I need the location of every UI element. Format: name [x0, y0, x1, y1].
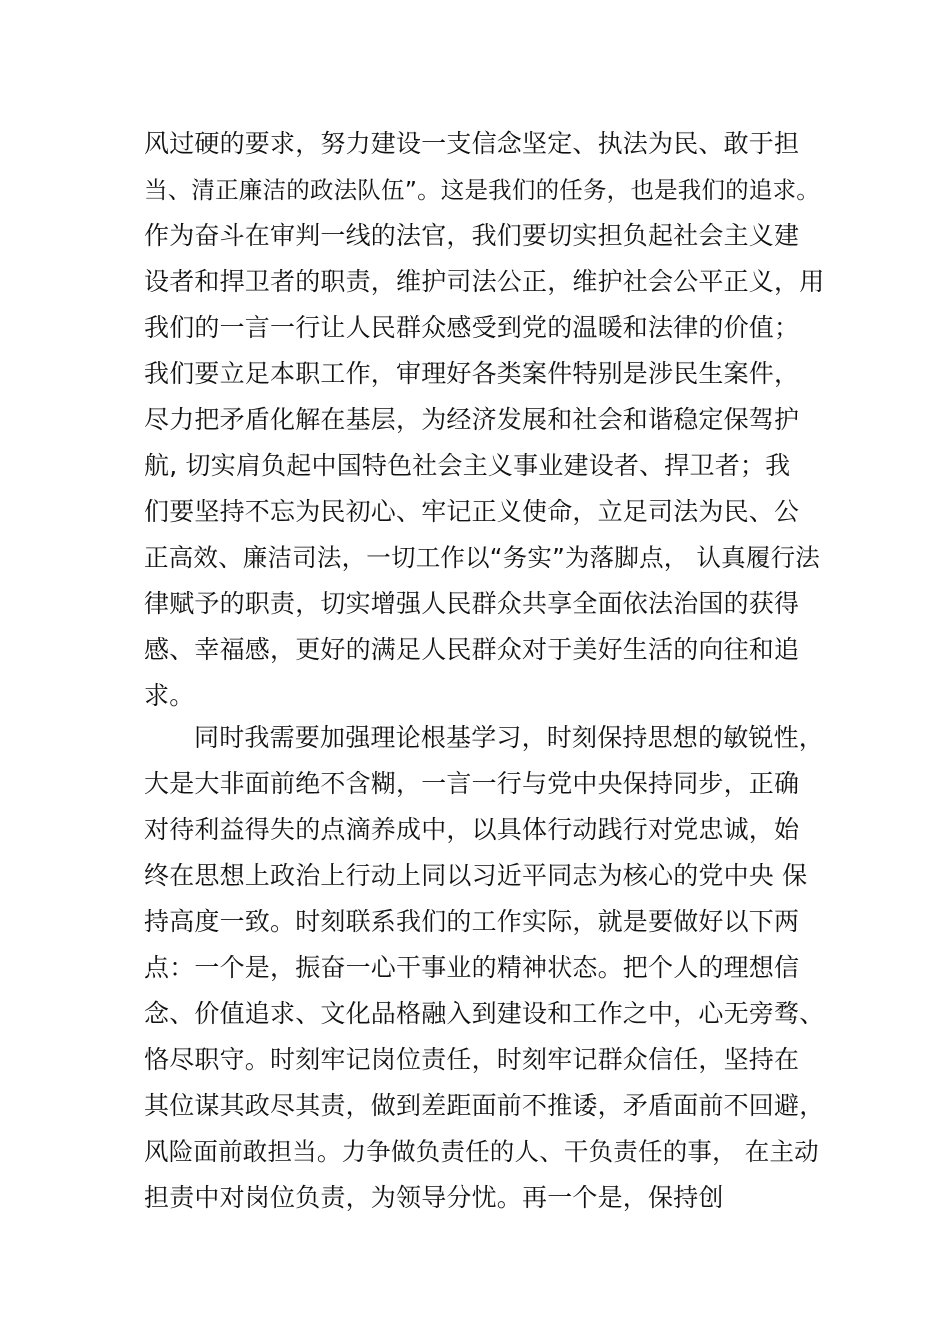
text-line: 对待利益得失的点滴养成中，以具体行动践行对党忠诚，始 [144, 815, 800, 844]
text-line: 其位谋其政尽其责，做到差距面前不推诿，矛盾面前不回避， [144, 1091, 825, 1120]
text-line: 持高度一致。时刻联系我们的工作实际，就是要做好以下两 [144, 907, 800, 936]
text-line: 尽力把矛盾化解在基层，为经济发展和社会和谐稳定保驾护 [144, 405, 800, 434]
text-line: 当、清正廉洁的政法队伍”。这是我们的任务，也是我们的追求。 [144, 176, 820, 204]
text-line: 风险面前敢担当。力争做负责任的人、干负责任的事， 在主动 [144, 1137, 819, 1166]
text-line: 我们要立足本职工作，审理好各类案件特别是涉民生案件， [144, 359, 800, 388]
text-line: 律赋予的职责，切实增强人民群众共享全面依法治国的获得 [144, 589, 800, 618]
paragraph-first-line: 同时我需要加强理论根基学习，时刻保持思想的敏锐性， [194, 723, 825, 752]
text-line: 风过硬的要求，努力建设一支信念坚定、执法为民、敢于担 [144, 129, 800, 158]
text-line: 点：一个是，振奋一心干事业的精神状态。把个人的理想信 [144, 953, 800, 982]
text-line: 航, 切实肩负起中国特色社会主义事业建设者、捍卫者；我 [144, 451, 791, 480]
text-line: 作为奋斗在审判一线的法官，我们要切实担负起社会主义建 [144, 221, 800, 250]
text-line: 我们的一言一行让人民群众感受到党的温暖和法律的价值； [144, 313, 800, 342]
text-line: 担责中对岗位负责，为领导分忧。再一个是，保持创 [144, 1183, 724, 1212]
text-line: 恪尽职守。时刻牢记岗位责任，时刻牢记群众信任，坚持在 [144, 1045, 800, 1074]
text-line: 终在思想上政治上行动上同以习近平同志为核心的党中央 保 [144, 861, 808, 890]
text-line: 感、幸福感，更好的满足人民群众对于美好生活的向往和追 [144, 635, 800, 664]
text-line: 正高效、廉洁司法，一切工作以“务实”为落脚点， 认真履行法 [144, 543, 820, 572]
text-line: 求。 [144, 681, 195, 710]
text-line: 设者和捍卫者的职责，维护司法公正，维护社会公平正义，用 [144, 267, 825, 296]
text-line: 们要坚持不忘为民初心、牢记正义使命，立足司法为民、公 [144, 497, 800, 526]
text-line: 念、价值追求、文化品格融入到建设和工作之中，心无旁骛、 [144, 999, 825, 1028]
text-line: 大是大非面前绝不含糊，一言一行与党中央保持同步，正确 [144, 769, 800, 798]
